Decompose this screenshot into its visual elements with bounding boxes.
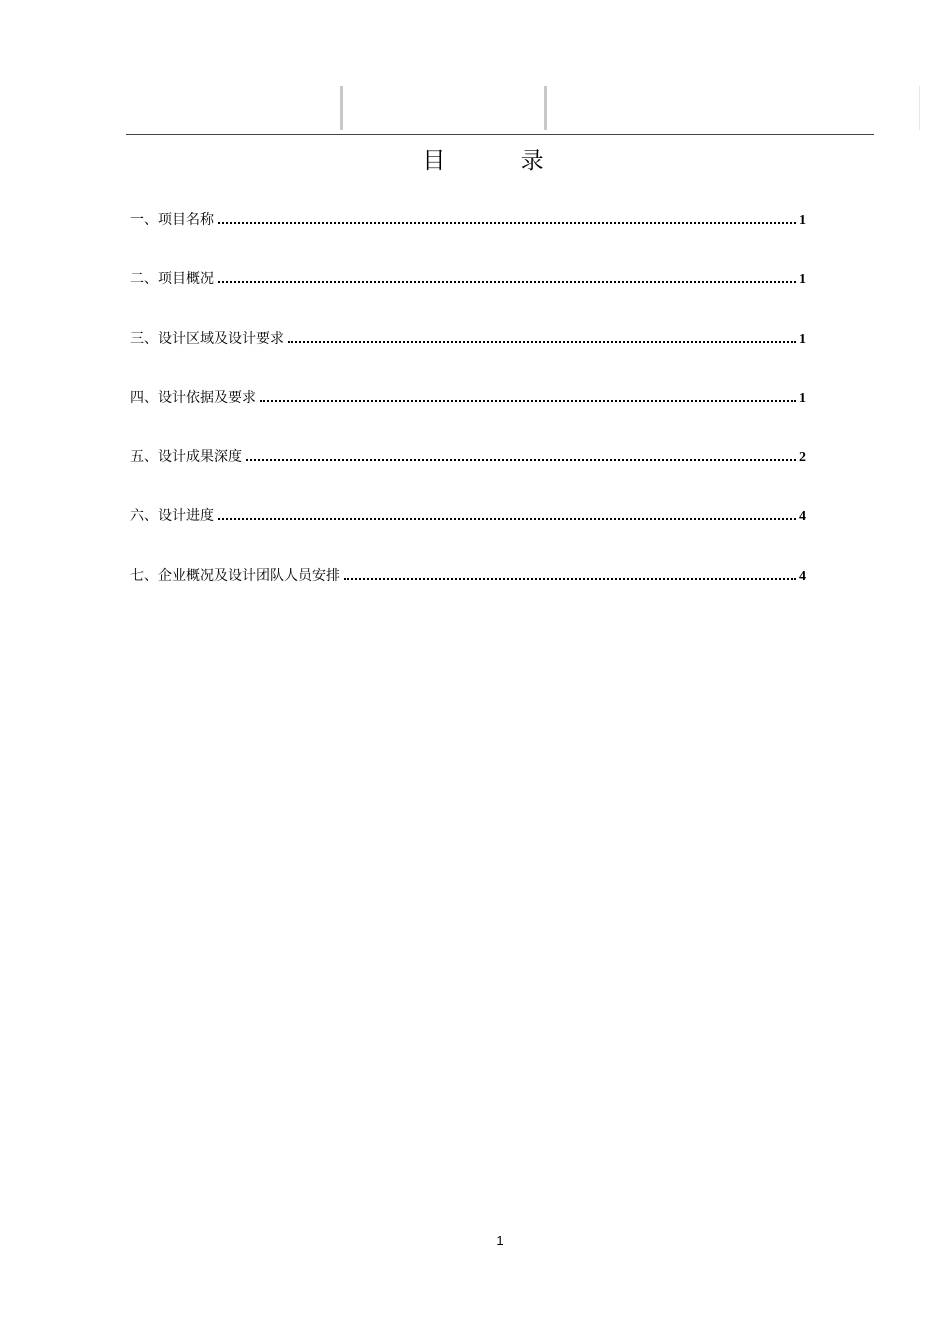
toc-entry-label: 四、设计依据及要求 — [130, 389, 256, 406]
header-tab-marker — [340, 86, 343, 130]
toc-title: 目 录 — [422, 148, 578, 174]
toc-entry[interactable] — [130, 328, 806, 387]
toc-entry-label: 五、设计成果深度 — [130, 449, 242, 466]
toc-entry-page: 2 — [799, 450, 806, 466]
header-rule — [126, 134, 874, 135]
toc-entry-label: 一、项目名称 — [130, 212, 214, 228]
toc-entry-page: 1 — [799, 272, 806, 288]
toc-entry[interactable] — [130, 505, 806, 564]
toc-entry-page: 4 — [799, 568, 806, 584]
toc-dot-leader — [246, 459, 796, 461]
toc-entry-page: 1 — [799, 213, 806, 228]
toc-entry[interactable] — [130, 387, 806, 446]
toc-dot-leader — [218, 518, 796, 520]
toc-list — [130, 209, 806, 624]
header-tab-marker — [544, 86, 547, 130]
toc-entry-label: 七、企业概况及设计团队人员安排 — [130, 567, 340, 584]
toc-dot-leader — [260, 400, 796, 402]
toc-dot-leader — [344, 578, 796, 580]
page-number: 1 — [496, 1233, 504, 1248]
header-tab-marker — [919, 86, 920, 130]
toc-entry[interactable] — [130, 565, 806, 624]
toc-entry[interactable] — [130, 209, 806, 268]
toc-dot-leader — [218, 222, 796, 224]
toc-dot-leader — [288, 341, 796, 343]
toc-entry[interactable] — [130, 446, 806, 505]
toc-entry-label: 二、项目概况 — [130, 271, 214, 288]
toc-entry-label: 六、设计进度 — [130, 508, 214, 525]
toc-entry-page: 4 — [799, 509, 806, 525]
toc-entry-page: 1 — [799, 390, 806, 406]
toc-entry-label: 三、设计区域及设计要求 — [130, 330, 284, 347]
toc-dot-leader — [218, 281, 796, 283]
toc-entry[interactable] — [130, 268, 806, 327]
toc-entry-page: 1 — [799, 331, 806, 347]
